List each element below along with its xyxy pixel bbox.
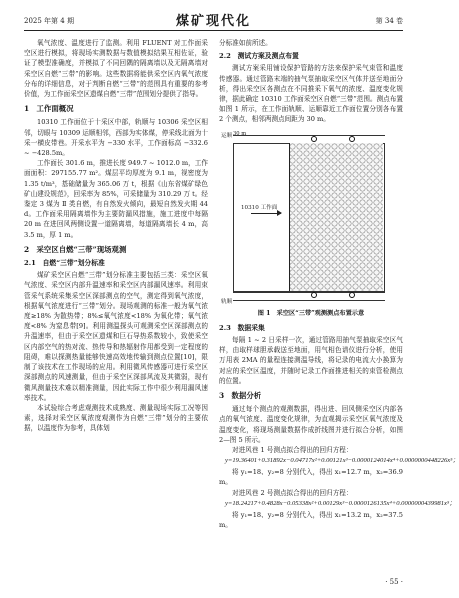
test-scheme-paragraph: 测试方案采用铺设保护管路的方法来保护采气束管和温度传感器。通过管路末端的抽气泵抽取采空区气体并送至地面分析，得出采空区各测点在不同推采下氧气的浓度、温度变化规律，据此确定 10310 工作面采空区自燃“三带”范围。测点布置如图 1 所示，在工作面轨顺、运顺靠近工作面位置分别各布置 2 个测点，相邻两测点间距为 30 m。: [219, 64, 403, 124]
volume-label: 第 34 卷: [375, 17, 403, 25]
goaf-area: [289, 143, 383, 291]
advance-direction-arrow: [251, 213, 281, 214]
regression-intro-2: 对进风巷 2 号测点拟合得出的回归方程：: [232, 488, 353, 497]
workface-label: 10310 工作面: [241, 204, 278, 211]
section-2-3-heading: 2.3 数据采集: [219, 323, 265, 332]
classification-standard-paragraph: 煤矿采空区自燃“三带”划分标准主要包括三类：采空区氧气浓度、采空区内部升温速率和采空区内部漏风速率。利用束管采气系统采集采空区深部测点的空气，测定得到氧气浓度，根据氧气浓度进行“三带”划分。现场观测的标准一般为氧气浓度≥18% 为散热带；8%≤氧气浓度<18% 为氧化带；氧气浓度<8% 为窒息带[9]。利用测温探头可观测采空区深部测点的升温速率，但由于采空区遗煤和巨石导热系数较小，致使采空区内部空气的热对流、热传导和热辐射作用都受到一定程度的阻碍，难以探测热量能够快速高效地传输到测点位置[10]，限制了该技术在工作现场的应用。利用微风传感器可进行采空区深部测点的风速测量，但由于采空区深部风流及其微弱，现有微风测量技术难以精准测量，因此实际工作中很少利用漏风速率技术。: [24, 271, 208, 402]
continuation-paragraph: 分标准如前所述。: [219, 39, 272, 47]
section-2-heading: 2 采空区自燃“三带”现场观测: [24, 244, 127, 254]
section-1-heading: 1 工作面概况: [24, 104, 74, 114]
header-divider: [24, 30, 403, 31]
workface-line: [289, 143, 290, 291]
section-2-1-heading: 2.1 自燃“三带”划分标准: [24, 259, 105, 268]
regression-result-1: 将 y₁=18、y₂=8 分别代入，得出 x₁=12.7 m，x₂=36.9 m。: [219, 468, 403, 487]
regression-result-2: 将 y₁=18、y₂=8 分别代入，得出 x₁=13.2 m，x₂=37.5 m。: [219, 510, 403, 530]
issue-label: 2025 年第 4 期: [24, 17, 74, 25]
figure-caption: 图 1 采空区“三带”观测测点布置示意: [257, 309, 365, 317]
journal-title: 煤矿现代化: [175, 14, 251, 29]
regression-equation-2: y=18.24217+0.4828x−0.05338x²+0.00129x³−0.0000126135x⁴+0.0000000439981x⁵；: [225, 499, 456, 507]
right-column: [219, 38, 459, 530]
test-basis-paragraph: 本试验综合考虑观测技术成熟度、测量现场实际工况等因素，选择对采空区氧浓度观测作为自燃“三带”划分的主要依据，以温度作为参考，具体划: [24, 403, 208, 433]
measuring-point: [349, 136, 355, 142]
page-number: · 55 ·: [385, 578, 403, 586]
spacing-dimension-label: 30 m: [233, 130, 247, 137]
measuring-point: [311, 136, 317, 142]
haulage-roadway: [233, 291, 385, 301]
workface-location-paragraph: 10310 工作面位于十采区中部，轨顺与 10306 采空区相邻，切眼与 10309 运顺相邻，西部为实体煤，停采线北面为十采一横皮带巷。开采水平为 −330 水平，工作面标高 −332.6 ~ −428.5m。: [24, 118, 208, 158]
measuring-point-layout-figure: [219, 129, 403, 307]
measuring-point: [349, 292, 355, 298]
page-header: [24, 10, 403, 30]
section-3-heading: 3 数据分析: [219, 391, 262, 401]
return-roadway-label: 运顺: [221, 132, 233, 139]
haulage-roadway-label: 轨顺: [221, 298, 233, 305]
workface-parameters-paragraph: 工作面长 301.6 m，推进长度 949.7 ~ 1012.0 m，工作面面积：297155.77 m²。煤层平均厚度为 9.1 m，视密度为 1.35 t/m³，基础储量为 365.06 万 t，根据《山东省煤矿绿色矿山建设规范》，回采率为 85%，可采储量为 310.29 万 t。经鉴定 3 煤为 Ⅱ 类自燃，有自然发火倾向，最短自然发火期 44 d。工作面采用隔离墙作为主要防漏风措施，施工进度中每隔 20 m 在进回风两侧设置一道隔离墙，每道隔离墙长 4 m，高 3.5 m，厚 1 m。: [24, 159, 208, 239]
regression-intro-1: 对进风巷 1 号测点拟合得出的回归方程：: [232, 446, 353, 455]
left-column: [24, 38, 208, 434]
section-2-2-heading: 2.2 测试方案及测点布置: [219, 52, 299, 61]
regression-equation-1: y=19.36401+0.31892x−0.04717x²+0.00121x³−0.0000124014x⁴+0.0000000448226x⁵；: [225, 457, 459, 465]
data-collection-paragraph: 每隔 1 ~ 2 日采样一次，通过管路用抽气泵抽取采空区气样，由取样球胆承载送至地面，用气相色谱仪进行分析，使用万用表 2MA 的量程连接测温导线，将记录的电流大小换算为对应的采空区温度，并随时记录工作面推进相关的束管检测点的位置。: [219, 336, 403, 385]
data-analysis-paragraph: 通过每个测点的观测数据，得出进、回风侧采空区内部各点的氧气浓度、温度变化规律，为直观揭示采空区氧气浓度及温度变化，将现场测量数据作成折线图并进行拟合分析，如图 2—图 5 所示。: [219, 405, 403, 444]
measuring-point: [311, 292, 317, 298]
intro-paragraph: 氧气浓度、温度进行了监测。利用 FLUENT 对工作面采空区进行模拟，将现场实测数据与数值模拟结果互相佐证，验证了模型准确度，并模拟了不同回隅的隔离墙以及无隔离墙对采空区自燃“三带”的影响。这些数据将能供采空区内氧气浓度分布的详细信息，对于判断自燃“三带”的范围具有重要的参考价值，为工作面采空区遗煤自燃“三带”范围划分提供了指导。: [24, 39, 208, 99]
